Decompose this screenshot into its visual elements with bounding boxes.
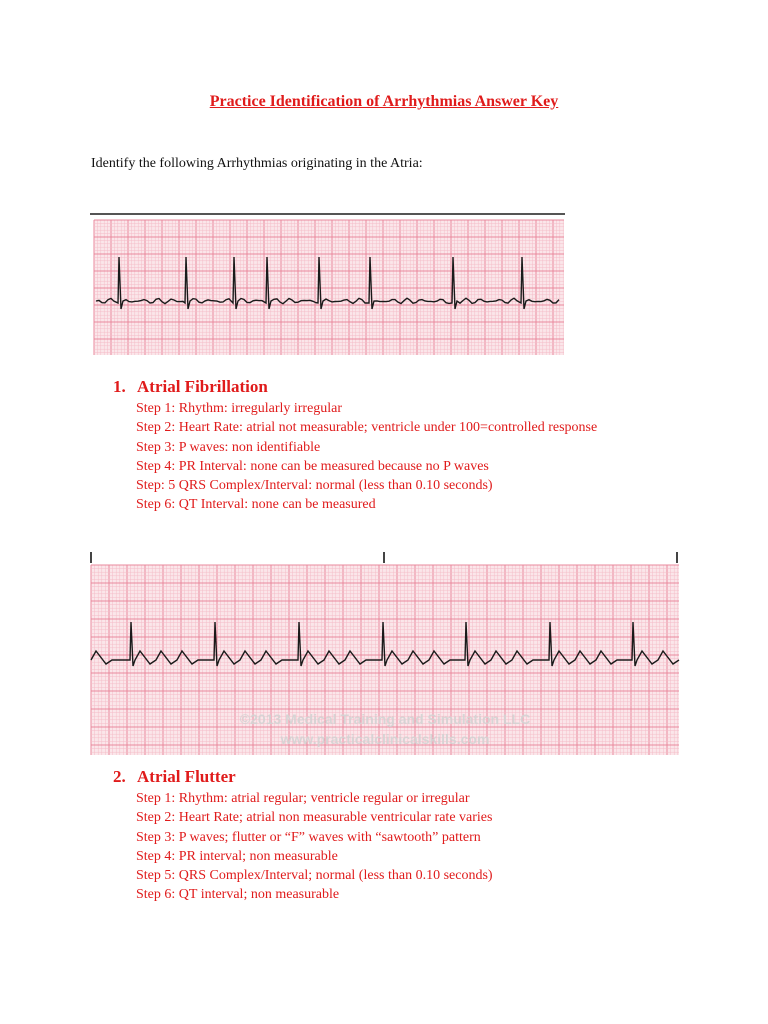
- step-item: Step 3: P waves; flutter or “F” waves with “sawtooth” pattern: [136, 829, 481, 845]
- step-item: Step 6: QT interval; non measurable: [136, 887, 340, 903]
- step-item: Step: 5 QRS Complex/Interval: normal (less than 0.10 seconds): [136, 478, 493, 494]
- watermark-line-1: ©2013 Medical Training and Simulation LLC: [239, 711, 531, 727]
- section-heading-1: [113, 377, 268, 397]
- step-item: Step 4: PR interval; non measurable: [136, 848, 338, 864]
- step-item: Step 2: Heart Rate; atrial non measurable ventricular rate varies: [136, 810, 493, 826]
- section-title: Atrial Flutter: [137, 767, 236, 786]
- page-title: Practice Identification of Arrhythmias Answer Key: [209, 93, 559, 110]
- watermark-line-2: www.practicalclinicalskills.com: [280, 731, 490, 747]
- step-item: Step 2: Heart Rate: atrial not measurable; ventricle under 100=controlled response: [136, 420, 598, 436]
- step-item: Step 4: PR Interval: none can be measured because no P waves: [136, 458, 489, 474]
- ecg-strip-atrial-fibrillation: [90, 212, 565, 357]
- ecg-strip-atrial-flutter: [89, 552, 681, 757]
- section-number: 2.: [113, 767, 126, 786]
- step-item: Step 3: P waves: non identifiable: [136, 439, 321, 455]
- steps-list-2: [136, 789, 493, 905]
- step-item: Step 6: QT Interval: none can be measured: [136, 497, 376, 513]
- section-number: 1.: [113, 377, 126, 396]
- step-item: Step 1: Rhythm: irregularly irregular: [136, 401, 343, 416]
- steps-list-1: [136, 399, 597, 515]
- intro-text: Identify the following Arrhythmias originating in the Atria:: [91, 156, 423, 171]
- step-item: Step 5: QRS Complex/Interval; normal (less than 0.10 seconds): [136, 868, 493, 884]
- section-title: Atrial Fibrillation: [137, 377, 268, 396]
- section-heading-2: [113, 767, 236, 787]
- step-item: Step 1: Rhythm: atrial regular; ventricle regular or irregular: [136, 791, 470, 806]
